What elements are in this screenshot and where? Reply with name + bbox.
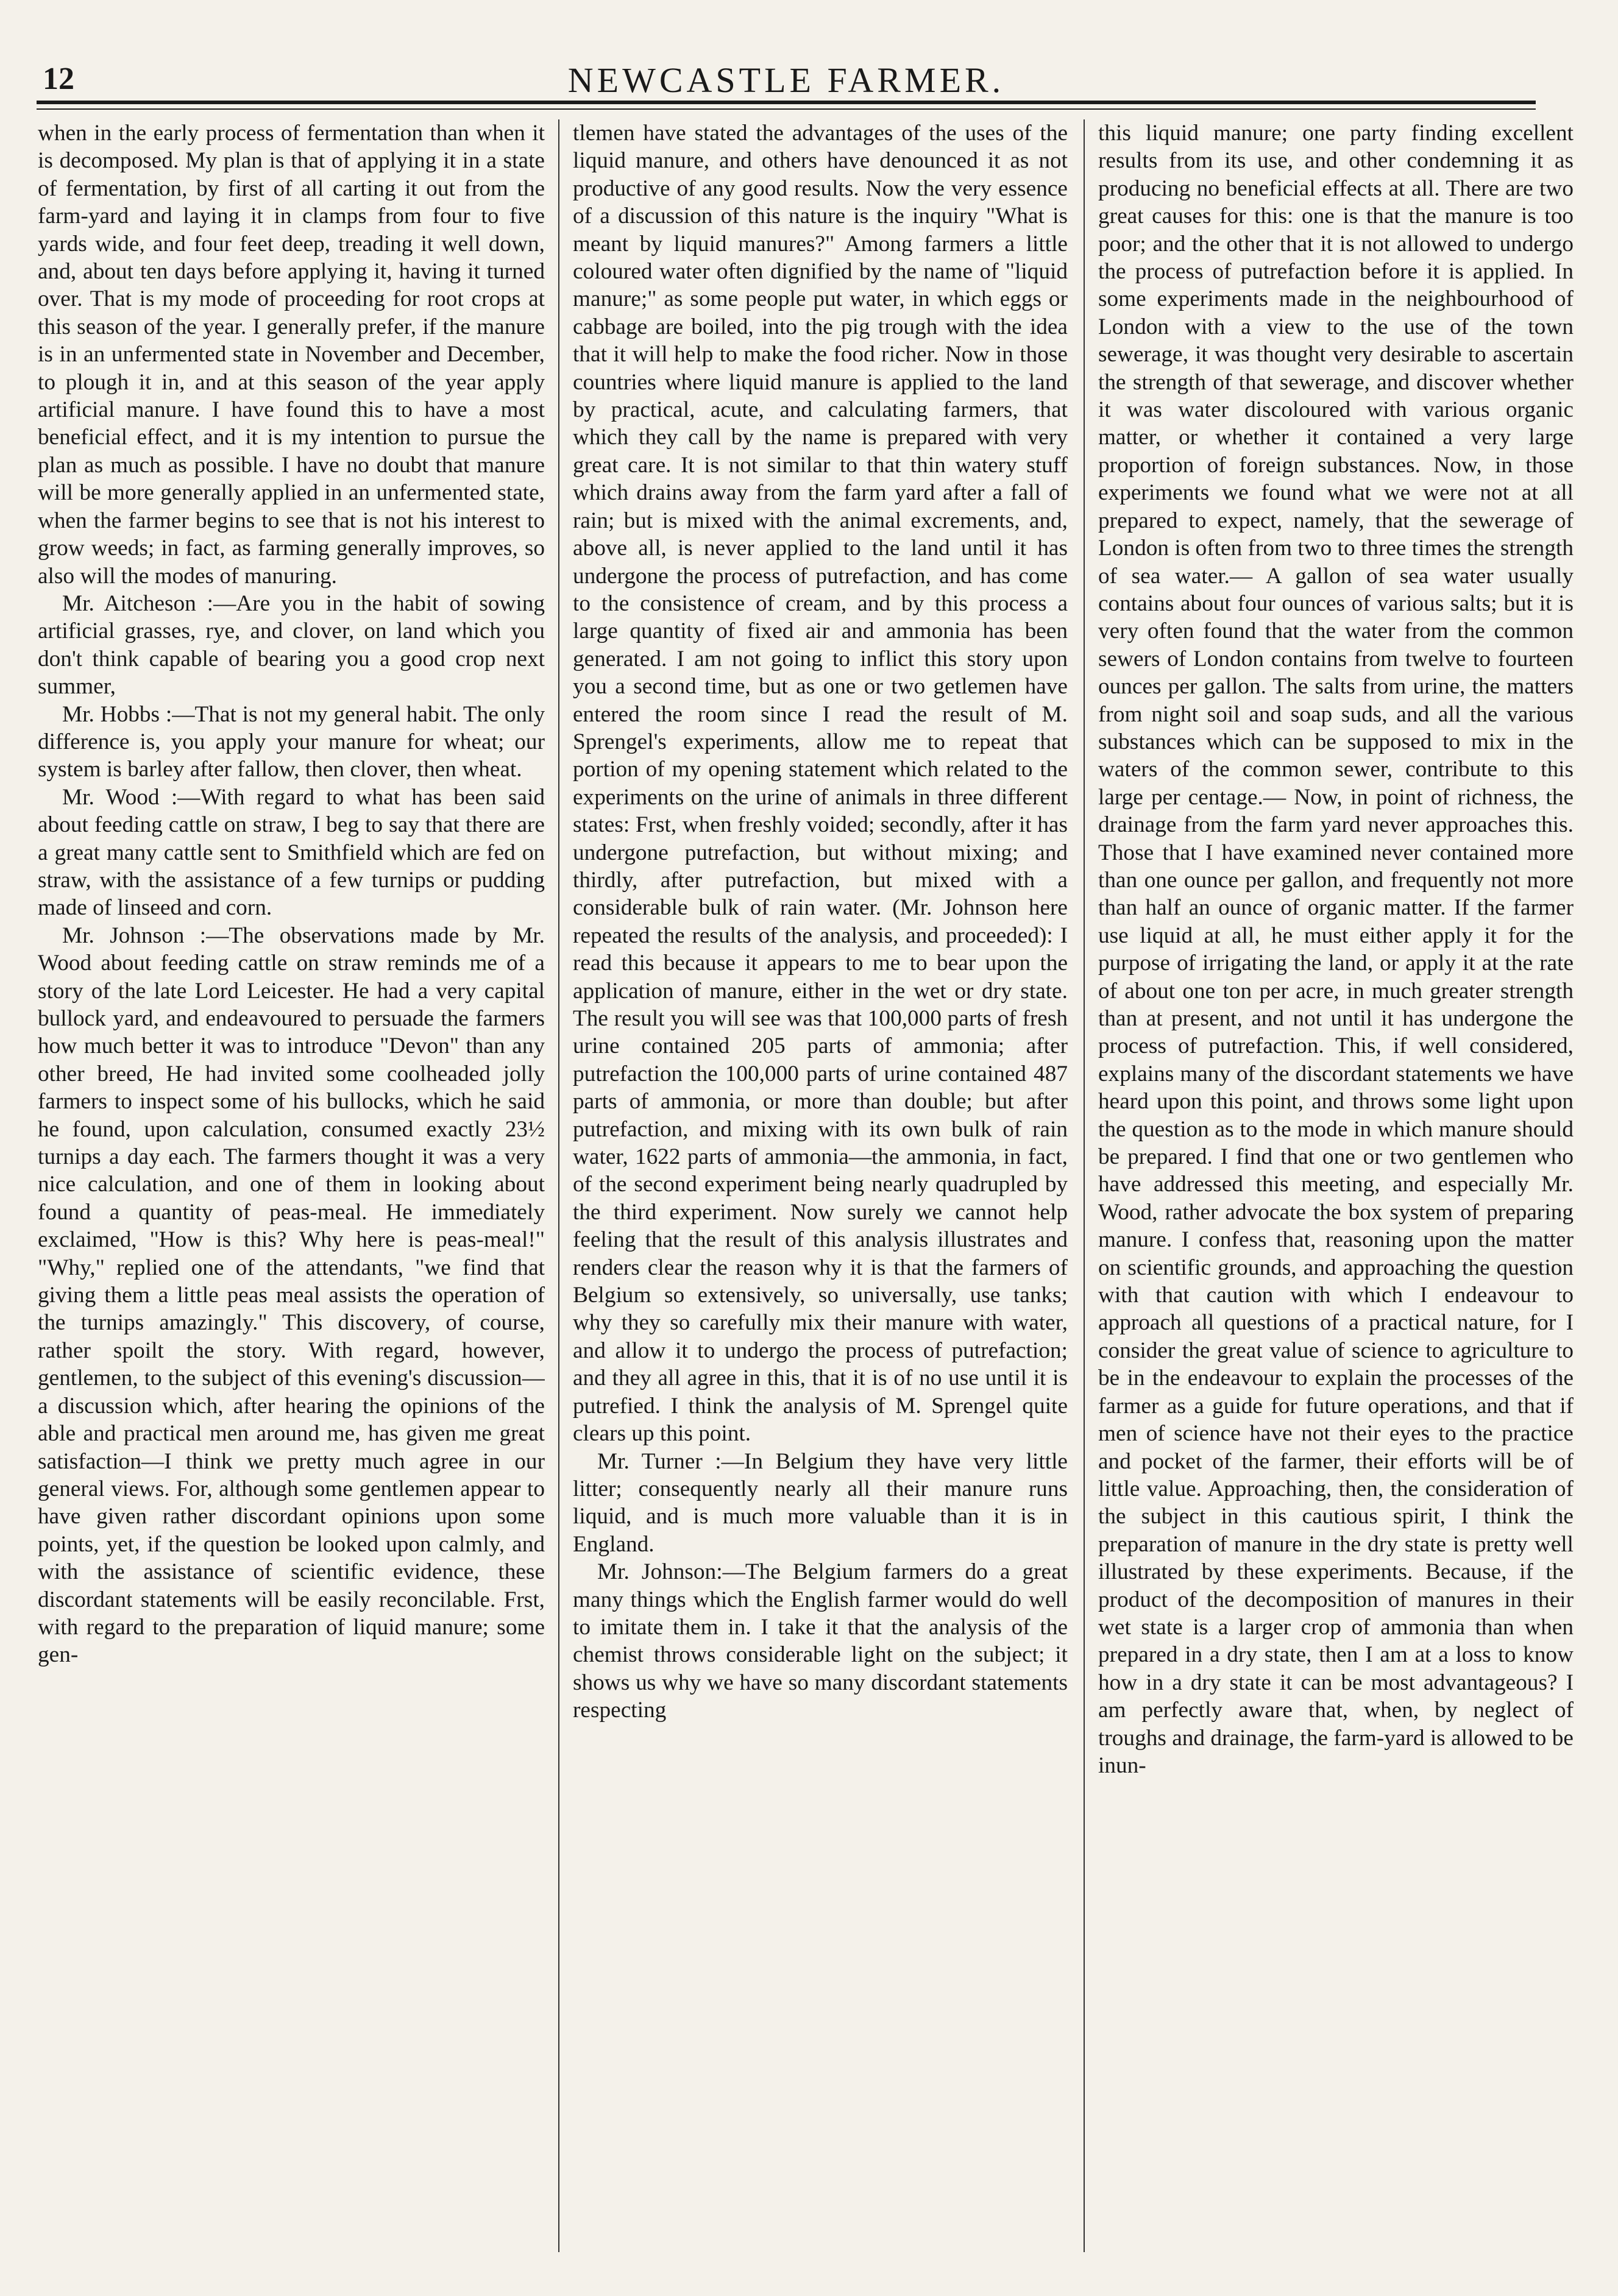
- paragraph: this liquid manure; one party finding excellent results from its use, and other condemning it as producing no beneficial effects at all. There are two great causes for this: one is that the manure is too poor; and the other that it is not allowed to undergo the process of putrefaction before it is applied. In some experiments made in the neighbourhood of London with a view to the use of the town sewerage, it was thought very desirable to ascertain the strength of that sewerage, and discover whether it was water discoloured with various organic matter, or whether it contained a very large proportion of foreign substances. Now, in those experiments we found what we were not at all prepared to expect, namely, that the sewerage of London is often from two to three times the strength of sea water.— A gallon of sea water usually contains about four ounces of various salts; but it is very often found that the water from the common sewers of London contains from twelve to fourteen ounces per gallon. The salts from urine, the matters from night soil and soap suds, and all the various substances which can be supposed to mix in the waters of the common sewer, contribute to this large per centage.— Now, in point of richness, the drainage from the farm yard never approaches this. Those that I have examined never contained more than one ounce per gallon, and frequently not more than half an ounce of organic matter. If the farmer use liquid at all, he must either apply it for the purpose of irrigating the land, or apply it at the rate of about one ton per acre, in much greater strength than at present, and not until it has undergone the process of putrefaction. This, if well considered, explains many of the discordant statements we have heard upon this point, and throws some light upon the question as to the mode in which manure should be prepared. I find that one or two gentlemen who have addressed this meeting, and especially Mr. Wood, rather advocate the box system of preparing manure. I confess that, reasoning upon the matter on scientific grounds, and approaching the question with that caution with which I endeavour to approach all questions of a practical nature, for I consider the great value of science to agriculture to be in the endeavour to explain the processes of the farmer as a guide for future operations, and that if men of science have not their eyes to the practice and pocket of the farmer, their efforts will be of little value. Approaching, then, the consideration of the subject in this cautious spirit, I think the preparation of manure in the dry state is pretty well illustrated by these experiments. Because, if the product of the decomposition of manures in their wet state is a larger crop of ammonia than when prepared in a dry state, then I am at a loss to know how in a dry state it can be most advantageous? I am perfectly aware that, when, by neglect of troughs and drainage, the farm-yard is allowed to be inun-: [1098, 121, 1574, 1778]
- paragraph: tlemen have stated the advantages of the uses of the liquid manure, and others have denounced it as not productive of any good results. Now the very essence of a discussion of this nature is the inquiry "What is meant by liquid manures?" Among farmers a little coloured water often dignified by the name of "liquid manure;" as some people put water, in which eggs or cabbage are boiled, into the pig trough with the idea that it will help to make the food richer. Now in those countries where liquid manure is applied to the land by practical, acute, and calculating farmers, that which they call by the name is prepared with very great care. It is not similar to that thin watery stuff which drains away from the farm yard after a fall of rain; but is mixed with the animal excrements, and, above all, is never applied to the land until it has undergone the process of putrefaction, and has come to the consistence of cream, and by this process a large quantity of fixed air and ammonia has been generated. I am not going to inflict this story upon you a second time, but as one or two getlemen have entered the room since I read the result of M. Sprengel's experiments, allow me to repeat that portion of my opening statement which related to the experiments on the urine of animals in three different states: Frst, when freshly voided; secondly, after it has undergone putrefaction, but without mixing; and thirdly, after putrefaction, but mixed with a considerable bulk of rain water. (Mr. Johnson here repeated the results of the analysis, and proceeded): I read this because it appears to me to bear upon the application of manure, either in the wet or dry state. The result you will see was that 100,000 parts of fresh urine contained 205 parts of ammonia; after putrefaction the 100,000 parts of urine contained 487 parts of ammonia, or more than double; but after putrefaction, and mixing with its own bulk of rain water, 1622 parts of ammonia—the ammonia, in fact, of the second experiment being nearly quadrupled by the third experiment. Now surely we cannot help feeling that the result of this analysis illustrates and renders clear the reason why it is that the farmers of Belgium so extensively, so universally, use tanks; why they so carefully mix their manure with water, and allow it to undergo the process of putrefaction; and they all agree in this, that it is of no use until it is putrefied. I think the analysis of M. Sprengel quite clears up this point.: [573, 121, 1068, 1447]
- newspaper-title: NEWCASTLE FARMER.: [567, 60, 1005, 100]
- column-divider: [1084, 119, 1085, 2252]
- paragraph: Mr. Hobbs :—That is not my general habit. The only difference is, you apply your manure for wheat; our system is barley after fallow, then clover, then wheat.: [38, 701, 545, 782]
- page-number: 12: [43, 62, 74, 96]
- paragraph: Mr. Johnson :—The observations made by Mr. Wood about feeding cattle on straw reminds me of a story of the late Lord Leicester. He had a very capital bullock yard, and endeavoured to persuade the farmers how much better it was to introduce "Devon" than any other breed, He had invited some coolheaded jolly farmers to inspect some of his bullocks, which he said he found, upon calculation, consumed exactly 23½ turnips a day each. The farmers thought it was a very nice calculation, and one of them in looking about found a quantity of peas-meal. He immediately exclaimed, "How is this? Why here is peas-meal!" "Why," replied one of the attendants, "we find that giving them a little peas meal assists the operation of the turnips amazingly." This discovery, of course, rather spoilt the story. With regard, however, gentlemen, to the subject of this evening's discussion—a discussion which, after hearing the opinions of the able and practical men around me, has given me great satisfaction—I think we pretty much agree in our general views. For, although some gentlemen appear to have given rather discordant opinions upon some points, yet, if the question be looked upon calmly, and with the assistance of scientific evidence, these discordant statements will be easily reconcilable. Frst, with regard to the preparation of liquid manure; some gen-: [38, 923, 545, 1668]
- paragraph: when in the early process of fermentation than when it is decomposed. My plan is that of applying it in a state of fermentation, by first of all carting it out from the farm-yard and laying it in clamps from four to five yards wide, and four feet deep, treading it well down, and, about ten days before applying it, having it turned over. That is my mode of proceeding for root crops at this season of the year. I generally prefer, if the manure is in an unfermented state in November and December, to plough it in, and at this season of the year apply artificial manure. I have found this to have a most beneficial effect, and it is my intention to pursue the plan as much as possible. I have no doubt that manure will be more generally applied in an unfermented state, when the farmer begins to see that is not his interest to grow weeds; in fact, as farming generally improves, so also will the modes of manuring.: [38, 121, 545, 589]
- page-header: [37, 43, 1536, 110]
- text-column-3: [1098, 119, 1574, 2252]
- column-divider: [558, 119, 559, 2252]
- text-column-2: [573, 119, 1068, 2252]
- paragraph: Mr. Wood :—With regard to what has been said about feeding cattle on straw, I beg to say that there are a great many cattle sent to Smithfield which are fed on straw, with the assistance of a few turnips or pudding made of linseed and corn.: [38, 784, 545, 921]
- paragraph: Mr. Aitcheson :—Are you in the habit of sowing artificial grasses, rye, and clover, on land which you don't think capable of bearing you a good crop next summer,: [38, 590, 545, 700]
- header-rule-thin: [37, 108, 1536, 110]
- paragraph: Mr. Turner :—In Belgium they have very little litter; consequently nearly all their manure runs liquid, and is much more valuable than it is in England.: [573, 1448, 1068, 1557]
- paragraph: Mr. Johnson:—The Belgium farmers do a great many things which the English farmer would do well to imitate them in. I take it that the analysis of the chemist throws considerable light on the subject; it shows us why we have so many discordant statements respecting: [573, 1559, 1068, 1723]
- header-rule-thick: [37, 101, 1536, 104]
- text-column-1: [38, 119, 545, 2252]
